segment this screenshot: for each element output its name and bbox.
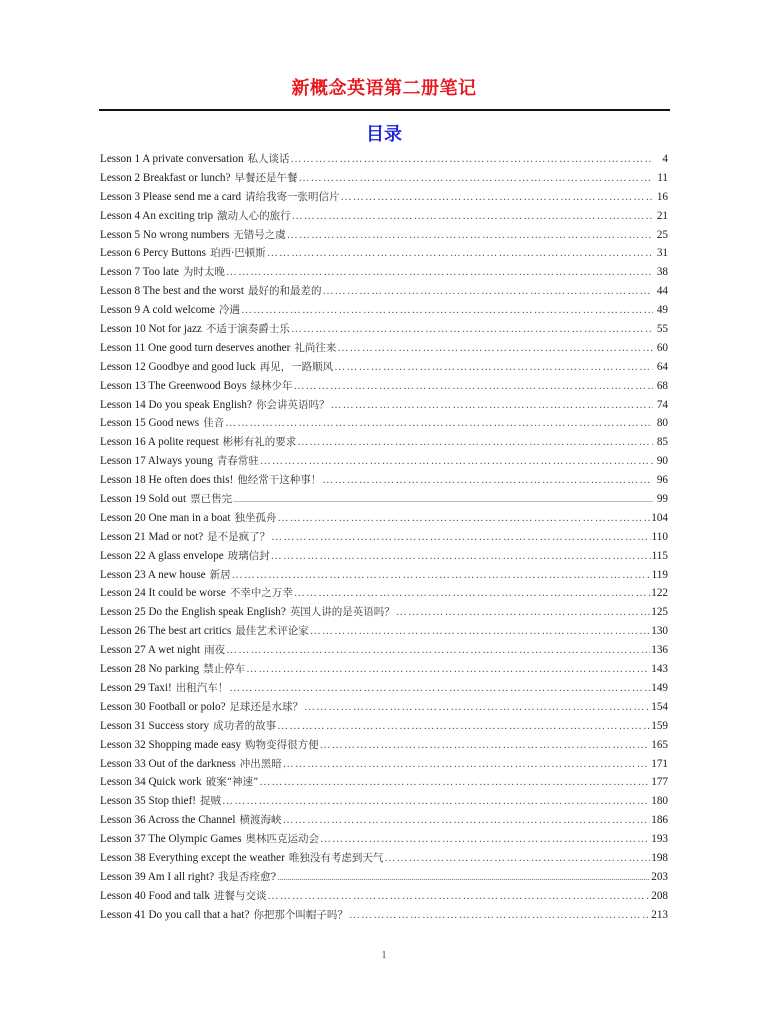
toc-entry-chinese-title: 我是否痊愈?	[218, 870, 277, 883]
toc-entry-page: 193	[651, 833, 668, 846]
toc-entry-title: Lesson 4 An exciting trip	[100, 209, 214, 222]
toc-entry-page: 96	[656, 474, 668, 487]
toc-entry-page: 21	[656, 209, 668, 222]
toc-entry-lesson-21[interactable]	[100, 528, 668, 547]
dot-leader	[268, 887, 651, 906]
toc-entry-page: 208	[651, 889, 668, 902]
toc-entry-lesson-40[interactable]	[100, 887, 668, 906]
toc-entry-page: 186	[651, 814, 668, 827]
toc-entry-chinese-title: 无错号之虞	[233, 228, 286, 241]
toc-entry-chinese-title: 私人谈话	[247, 153, 290, 165]
dot-leader	[330, 396, 653, 415]
toc-entry-chinese-title: 独坐孤舟	[234, 511, 277, 524]
toc-entry-lesson-9[interactable]	[100, 301, 668, 320]
toc-entry-chinese-title: 横渡海峡	[239, 814, 282, 827]
toc-entry-title: Lesson 30 Football or polo?	[100, 700, 226, 713]
toc-entry-page: 203	[651, 870, 668, 883]
dot-leader	[282, 811, 650, 830]
dot-leader	[341, 188, 653, 207]
toc-entry-page: 85	[656, 436, 668, 449]
toc-entry-title: Lesson 34 Quick work	[100, 776, 202, 789]
dot-leader	[297, 433, 653, 452]
dot-leader	[322, 471, 653, 490]
toc-entry-chinese-title: 不幸中之万幸	[229, 587, 293, 600]
toc-entry-lesson-12[interactable]	[100, 358, 668, 377]
toc-entry-lesson-14[interactable]	[100, 396, 668, 415]
toc-entry-lesson-4[interactable]	[100, 207, 668, 226]
toc-entry-chinese-title: 最好的和最差的	[247, 285, 322, 298]
dot-leader	[396, 603, 650, 622]
toc-entry-page: 25	[656, 228, 668, 241]
dot-leader	[298, 169, 653, 188]
toc-entry-title: Lesson 26 The best art critics	[100, 625, 232, 638]
toc-entry-chinese-title: 成功者的故事	[213, 719, 277, 732]
toc-entry-title: Lesson 10 Not for jazz	[100, 323, 202, 336]
dot-leader	[304, 698, 650, 717]
toc-entry-page: 171	[651, 757, 668, 770]
toc-entry-page: 74	[656, 398, 668, 411]
document-title: 新概念英语第二册笔记	[291, 78, 477, 99]
toc-entry-chinese-title: 冷遇	[218, 304, 240, 317]
dot-leader	[278, 509, 651, 528]
toc-entry-title: Lesson 18 He often does this!	[100, 474, 234, 487]
toc-entry-page: 44	[656, 285, 668, 298]
toc-entry-title: Lesson 3 Please send me a card	[100, 190, 242, 203]
toc-entry-page: 154	[651, 700, 668, 713]
toc-entry-chinese-title: 票已售完	[190, 493, 233, 506]
dot-leader	[283, 755, 650, 774]
toc-entry-page: 115	[651, 549, 668, 562]
toc-entry-page: 143	[651, 663, 668, 676]
toc-entry-title: Lesson 2 Breakfast or lunch?	[100, 171, 231, 184]
toc-entry-lesson-2[interactable]	[100, 169, 668, 188]
toc-entry-chinese-title: 为时太晚	[182, 266, 225, 279]
toc-entry-chinese-title: 雨夜	[204, 644, 226, 657]
toc-entry-page: 119	[651, 568, 668, 581]
toc-entry-title: Lesson 28 No parking	[100, 663, 200, 676]
toc-entry-page: 31	[656, 247, 668, 260]
toc-entry-chinese-title: 冲出黑暗	[239, 757, 282, 770]
toc-entry-chinese-title: 佳音	[203, 417, 225, 430]
dot-leader	[337, 339, 653, 358]
dot-leader	[384, 849, 650, 868]
toc-entry-chinese-title: 早餐还是午餐	[234, 171, 298, 184]
toc-entry-page: 125	[651, 606, 668, 619]
toc-entry-title: Lesson 38 Everything except the weather	[100, 851, 285, 864]
toc-entry-lesson-24[interactable]	[100, 584, 668, 603]
toc-entry-title: Lesson 1 A private conversation	[100, 153, 244, 165]
toc-entry-title: Lesson 33 Out of the darkness	[100, 757, 236, 770]
toc-entry-title: Lesson 27 A wet night	[100, 644, 201, 657]
toc-entry-chinese-title: 玻璃信封	[227, 549, 270, 562]
toc-entry-title: Lesson 25 Do the English speak English?	[100, 606, 286, 619]
toc-entry-page: 60	[656, 341, 668, 354]
toc-entry-page: 11	[657, 171, 668, 184]
toc-entry-chinese-title: 唯独没有考虑到天气	[288, 851, 384, 864]
toc-entry-page: 149	[651, 681, 668, 694]
toc-entry-title: Lesson 21 Mad or not?	[100, 530, 204, 543]
toc-entry-chinese-title: 再见，一路顺风	[259, 360, 334, 373]
toc-entry-chinese-title: 礼尚往来	[294, 341, 337, 354]
title-divider	[99, 109, 670, 111]
dot-leader	[271, 528, 650, 547]
toc-entry-page: 38	[656, 266, 668, 279]
toc-entry-lesson-41[interactable]	[100, 906, 668, 925]
toc-entry-lesson-13[interactable]	[100, 377, 668, 396]
toc-entry-lesson-11[interactable]	[100, 339, 668, 358]
dot-leader	[267, 244, 653, 263]
toc-entry-lesson-23[interactable]	[100, 566, 668, 585]
toc-entry-title: Lesson 29 Taxi!	[100, 681, 172, 694]
toc-entry-page: 122	[651, 587, 668, 600]
toc-entry-title: Lesson 36 Across the Channel	[100, 814, 236, 827]
toc-entry-page: 64	[656, 360, 668, 373]
toc-entry-lesson-36[interactable]	[100, 811, 668, 830]
toc-entry-title: Lesson 17 Always young	[100, 455, 213, 468]
toc-entry-lesson-1[interactable]	[100, 150, 668, 169]
toc-entry-lesson-25[interactable]	[100, 603, 668, 622]
dot-leader	[229, 679, 650, 698]
toc-entry-chinese-title: 新居	[209, 568, 231, 581]
toc-entry-title: Lesson 16 A polite request	[100, 436, 219, 449]
dot-leader	[291, 320, 653, 339]
dot-leader	[291, 150, 653, 169]
toc-heading: 目录	[366, 124, 402, 145]
toc-entry-lesson-19[interactable]	[100, 490, 668, 509]
toc-entry-page: 68	[656, 379, 668, 392]
toc-entry-title: Lesson 32 Shopping made easy	[100, 738, 242, 751]
dot-leader	[277, 869, 650, 888]
toc-entry-chinese-title: 请给我寄一张明信片	[245, 190, 340, 203]
toc-entry-page: 198	[651, 851, 668, 864]
toc-entry-title: Lesson 11 One good turn deserves another	[100, 341, 291, 354]
toc-entry-title: Lesson 13 The Greenwood Boys	[100, 379, 247, 392]
dot-leader	[349, 906, 650, 925]
toc-entry-page: 99	[656, 493, 668, 506]
toc-entry-title: Lesson 40 Food and talk	[100, 889, 211, 902]
toc-entry-chinese-title: 购物变得很方便	[245, 738, 319, 751]
toc-entry-lesson-39[interactable]	[100, 868, 668, 887]
toc-entry-chinese-title: 禁止停车	[203, 663, 246, 676]
dot-leader	[226, 263, 653, 282]
toc-entry-page: 4	[662, 153, 668, 165]
toc-entry-page: 136	[651, 644, 668, 657]
toc-entry-page: 180	[651, 795, 668, 808]
toc-entry-lesson-28[interactable]	[100, 660, 668, 679]
toc-entry-chinese-title: 英国人讲的是英语吗？	[289, 606, 395, 619]
toc-entry-lesson-35[interactable]	[100, 792, 668, 811]
toc-entry-lesson-22[interactable]	[100, 547, 668, 566]
dot-leader	[287, 226, 653, 245]
toc-entry-page: 80	[656, 417, 668, 430]
dot-leader	[292, 207, 653, 226]
toc-entry-lesson-26[interactable]	[100, 622, 668, 641]
toc-entry-title: Lesson 37 The Olympic Games	[100, 833, 242, 846]
toc-entry-lesson-37[interactable]	[100, 830, 668, 849]
toc-entry-lesson-34[interactable]	[100, 773, 668, 792]
page-number: 1	[381, 950, 387, 961]
dot-leader	[310, 622, 651, 641]
toc-entry-title: Lesson 8 The best and the worst	[100, 285, 244, 298]
toc-entry-page: 177	[651, 776, 668, 789]
toc-entry-chinese-title: 奥林匹克运动会	[245, 833, 319, 846]
toc-entry-chinese-title: 最佳艺术评论家	[235, 625, 309, 638]
toc-entry-chinese-title: 不适于演奏爵士乐	[205, 323, 290, 336]
dot-leader	[233, 491, 653, 510]
toc-entry-lesson-38[interactable]	[100, 849, 668, 868]
toc-entry-title: Lesson 7 Too late	[100, 266, 179, 279]
dot-leader	[232, 566, 651, 585]
dot-leader	[294, 584, 650, 603]
toc-entry-page: 90	[656, 455, 668, 468]
toc-entry-chinese-title: 他经常干这种事！	[237, 474, 322, 487]
toc-entry-lesson-33[interactable]	[100, 755, 668, 774]
dot-leader	[241, 301, 653, 320]
toc-entry-lesson-3[interactable]	[100, 188, 668, 207]
toc-entry-title: Lesson 14 Do you speak English?	[100, 398, 252, 411]
toc-entry-page: 130	[651, 625, 668, 638]
dot-leader	[225, 414, 653, 433]
toc-entry-lesson-29[interactable]	[100, 679, 668, 698]
toc-entry-lesson-16[interactable]	[100, 433, 668, 452]
toc-entry-lesson-31[interactable]	[100, 717, 668, 736]
toc-entry-chinese-title: 绿林少年	[250, 379, 293, 392]
toc-entry-lesson-20[interactable]	[100, 509, 668, 528]
dot-leader	[320, 830, 650, 849]
toc-entry-chinese-title: 是不是疯了？	[207, 530, 271, 543]
toc-entry-title: Lesson 12 Goodbye and good luck	[100, 360, 256, 373]
toc-entry-page: 213	[651, 908, 668, 921]
toc-entry-page: 165	[651, 738, 668, 751]
toc-entry-title: Lesson 6 Percy Buttons	[100, 247, 206, 260]
toc-entry-chinese-title: 出租汽车！	[175, 681, 229, 694]
dot-leader	[322, 282, 653, 301]
toc-entry-lesson-10[interactable]	[100, 320, 668, 339]
toc-entry-chinese-title: 进餐与交谈	[214, 889, 267, 902]
toc-entry-lesson-17[interactable]	[100, 452, 668, 471]
toc-entry-lesson-18[interactable]	[100, 471, 668, 490]
toc-entry-title: Lesson 31 Success story	[100, 719, 210, 732]
toc-entry-title: Lesson 39 Am I all right?	[100, 870, 215, 883]
toc-entry-title: Lesson 5 No wrong numbers	[100, 228, 230, 241]
toc-entry-chinese-title: 你会讲英语吗？	[255, 398, 330, 411]
toc-entry-lesson-8[interactable]	[100, 282, 668, 301]
toc-entry-chinese-title: 青春常驻	[216, 455, 259, 468]
toc-entry-title: Lesson 24 It could be worse	[100, 587, 226, 600]
toc-entry-title: Lesson 9 A cold welcome	[100, 304, 215, 317]
toc-entry-chinese-title: 你把那个叫帽子吗？	[253, 908, 348, 921]
toc-entry-chinese-title: 珀西·巴顿斯	[209, 247, 266, 260]
toc-entry-lesson-30[interactable]	[100, 698, 668, 717]
toc-entry-lesson-15[interactable]	[100, 414, 668, 433]
dot-leader	[271, 547, 651, 566]
toc-entry-chinese-title: 足球还是水球？	[229, 700, 304, 713]
dot-leader	[222, 792, 650, 811]
toc-entry-title: Lesson 41 Do you call that a hat?	[100, 908, 250, 921]
toc-entry-title: Lesson 22 A glass envelope	[100, 549, 224, 562]
toc-entry-title: Lesson 15 Good news	[100, 417, 200, 430]
dot-leader	[246, 660, 650, 679]
toc-entry-lesson-7[interactable]	[100, 263, 668, 282]
toc-entry-title: Lesson 35 Stop thief!	[100, 795, 197, 808]
dot-leader	[334, 358, 653, 377]
toc-entry-lesson-27[interactable]	[100, 641, 668, 660]
dot-leader	[277, 717, 650, 736]
toc-entry-lesson-6[interactable]	[100, 244, 668, 263]
toc-entry-title: Lesson 19 Sold out	[100, 493, 187, 506]
toc-entry-page: 49	[656, 304, 668, 317]
toc-entry-page: 104	[651, 511, 668, 524]
dot-leader	[260, 452, 653, 471]
toc-entry-lesson-32[interactable]	[100, 736, 668, 755]
dot-leader	[293, 377, 653, 396]
toc-entry-page: 110	[651, 530, 668, 543]
toc-entry-page: 159	[651, 719, 668, 732]
toc-entry-chinese-title: 激动人心的旅行	[217, 209, 291, 222]
toc-entry-lesson-5[interactable]	[100, 226, 668, 245]
toc-entry-page: 55	[656, 323, 668, 336]
table-of-contents	[100, 150, 668, 925]
toc-entry-chinese-title: 破案“神速”	[205, 776, 259, 789]
dot-leader	[320, 736, 651, 755]
toc-entry-chinese-title: 捉贼	[200, 795, 222, 808]
dot-leader	[226, 641, 650, 660]
toc-entry-chinese-title: 彬彬有礼的要求	[222, 436, 297, 449]
dot-leader	[259, 773, 650, 792]
toc-entry-title: Lesson 20 One man in a boat	[100, 511, 231, 524]
toc-entry-title: Lesson 23 A new house	[100, 568, 206, 581]
toc-entry-page: 16	[656, 190, 668, 203]
